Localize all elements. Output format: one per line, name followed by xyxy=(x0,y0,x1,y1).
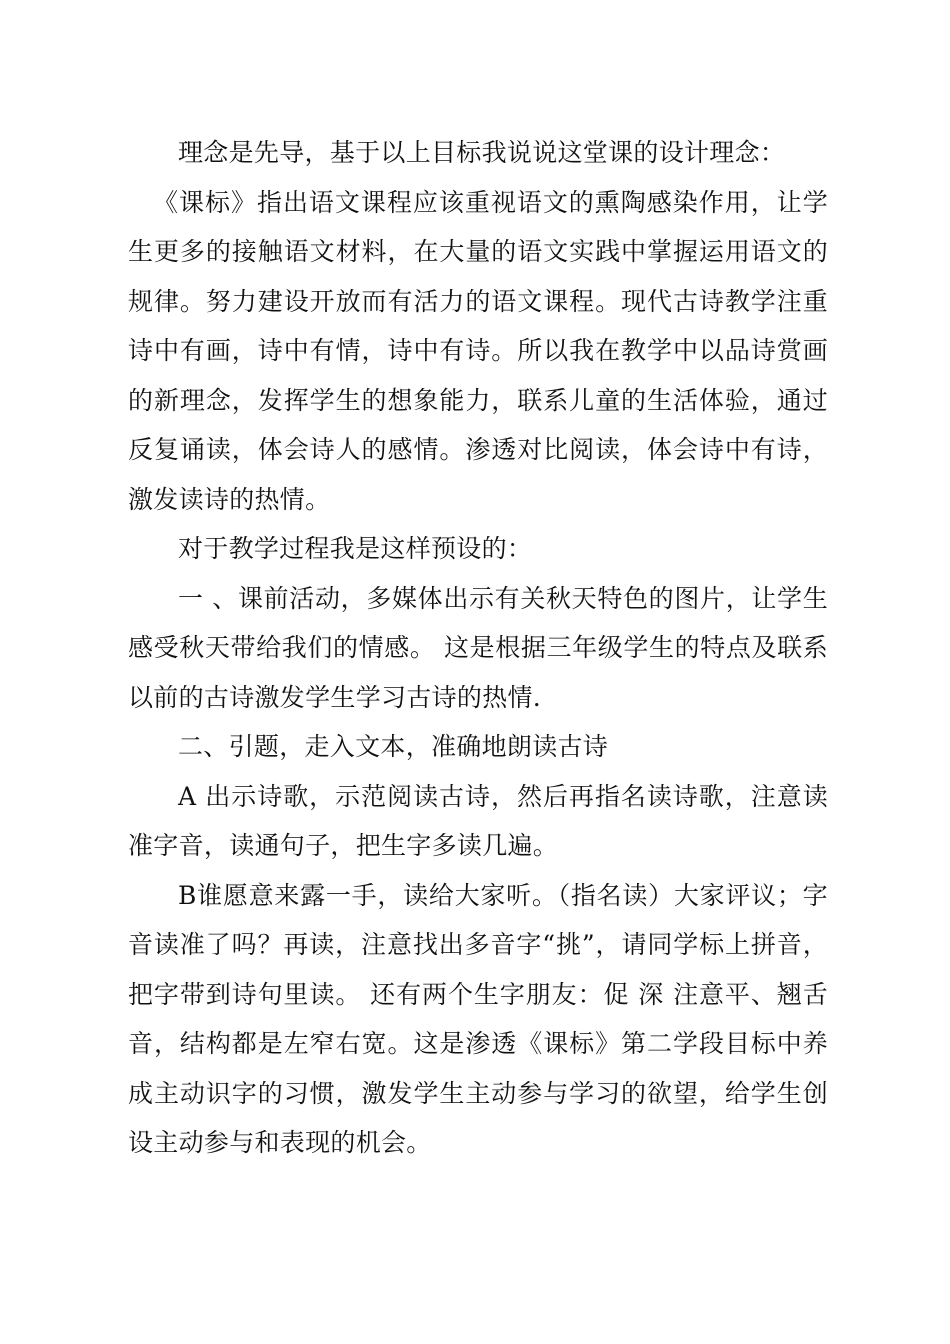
paragraph-step-two-a: A 出示诗歌，示范阅读古诗，然后再指名读诗歌，注意读准字音，读通句子，把生字多读几遍。 xyxy=(128,781,828,860)
paragraph-curriculum-standard: 《课标》指出语文课程应该重视语文的熏陶感染作用，让学生更多的接触语文材料，在大量的语文实践中掌握运用语文的规律。努力建设开放而有活力的语文课程。现代古诗教学注重诗中有画，诗中有情，诗中有诗。所以我在教学中以品诗赏画的新理念，发挥学生的想象能力，联系儿童的生活体验，通过反复诵读，体会诗人的感情。渗透对比阅读，体会诗中有诗，激发读诗的热情。 xyxy=(128,187,828,514)
paragraph-step-one: 一 、课前活动，多媒体出示有关秋天特色的图片，让学生感受秋天带给我们的情感。 这是根据三年级学生的特点及联系以前的古诗激发学生学习古诗的热情. xyxy=(128,583,828,712)
paragraph-step-two-b: B谁愿意来露一手，读给大家听。（指名读）大家评议；字音读准了吗？再读，注意找出多音字“挑”，请同学标上拼音，把字带到诗句里读。 还有两个生字朋友：促 深 注意平、翘舌音，结构都是左窄右宽。这是渗透《课标》第二学段目标中养成主动识字的习惯，激发学生主动参与学习的欲望，给学生创设主动参与和表现的机会。 xyxy=(128,880,828,1157)
paragraph-step-two: 二、引题，走入文本，准确地朗读古诗 xyxy=(178,732,609,761)
paragraph-teaching-process-intro: 对于教学过程我是这样预设的： xyxy=(178,534,533,563)
paragraph-design-concept-intro: 理念是先导，基于以上目标我说说这堂课的设计理念： xyxy=(178,138,786,167)
document-body xyxy=(128,128,828,1168)
